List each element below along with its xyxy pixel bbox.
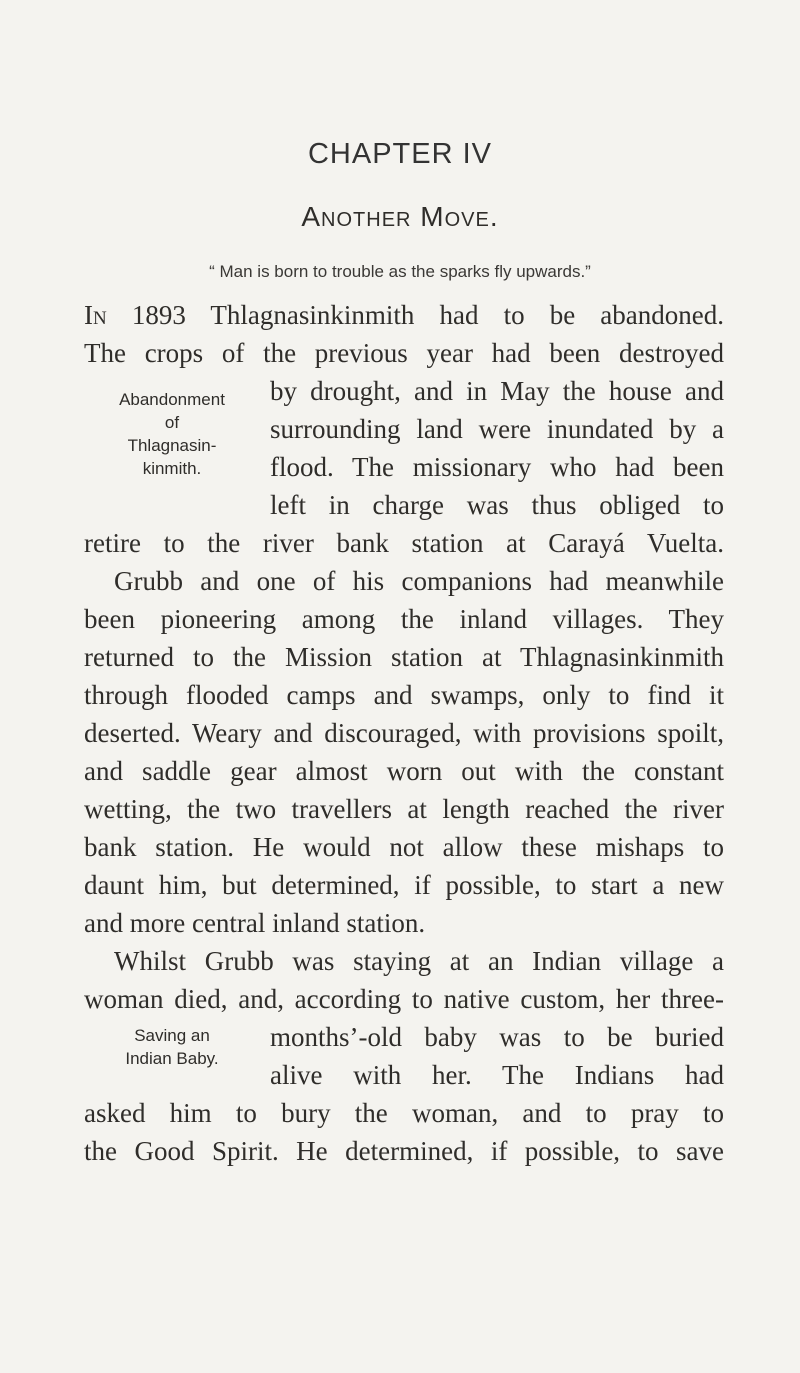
text-line: and saddle gear almost worn out with the constant [84, 756, 724, 786]
chapter-heading: CHAPTER IV [307, 138, 493, 170]
margin-note-saving [84, 1024, 260, 1070]
text-line: months’-old baby was to be buried [270, 1022, 724, 1052]
text-line: woman died, and, according to native custom, her three- [84, 984, 724, 1014]
text-line: through flooded camps and swamps, only to find it [84, 680, 724, 710]
chapter-title: Another Move. [301, 201, 499, 232]
text-line: deserted. Weary and discouraged, with provisions spoilt, [84, 718, 724, 748]
text-line: The crops of the previous year had been destroyed [84, 338, 724, 368]
text-line: flood. The missionary who had been [270, 452, 724, 482]
text-line: surrounding land were inundated by a [270, 414, 724, 444]
text-line: the Good Spirit. He determined, if possible, to save [84, 1136, 724, 1166]
margin-note-abandonment [84, 388, 260, 480]
epigraph: “ Man is born to trouble as the sparks fly upwards.” [209, 262, 591, 281]
margin-note-line: of [164, 413, 180, 432]
text-line: bank station. He would not allow these mishaps to [84, 832, 724, 862]
opening-word: In [84, 300, 107, 330]
text-line: retire to the river bank station at Carayá Vuelta. [84, 528, 724, 558]
margin-note-line: Indian Baby. [125, 1049, 219, 1068]
text-line: Grubb and one of his companions had meanwhile [114, 566, 724, 596]
text-line: and more central inland station. [84, 908, 426, 938]
margin-note-line: Saving an [134, 1026, 210, 1045]
margin-note-line: kinmith. [142, 459, 202, 478]
text-line: In 1893 Thlagnasinkinmith had to be abandoned. [84, 300, 724, 330]
text-line: left in charge was thus obliged to [270, 490, 724, 520]
text-line: Whilst Grubb was staying at an Indian village a [114, 946, 724, 976]
text-line: returned to the Mission station at Thlagnasinkinmith [84, 642, 724, 672]
text-line: asked him to bury the woman, and to pray to [84, 1098, 724, 1128]
text-line: been pioneering among the inland villages. They [84, 604, 724, 634]
text-line: by drought, and in May the house and [270, 376, 724, 406]
text-line: wetting, the two travellers at length reached the river [84, 794, 724, 824]
text-line: daunt him, but determined, if possible, to start a new [84, 870, 724, 900]
margin-note-line: Thlagnasin- [127, 436, 217, 455]
text-line: alive with her. The Indians had [270, 1060, 724, 1090]
margin-note-line: Abandonment [119, 390, 225, 409]
